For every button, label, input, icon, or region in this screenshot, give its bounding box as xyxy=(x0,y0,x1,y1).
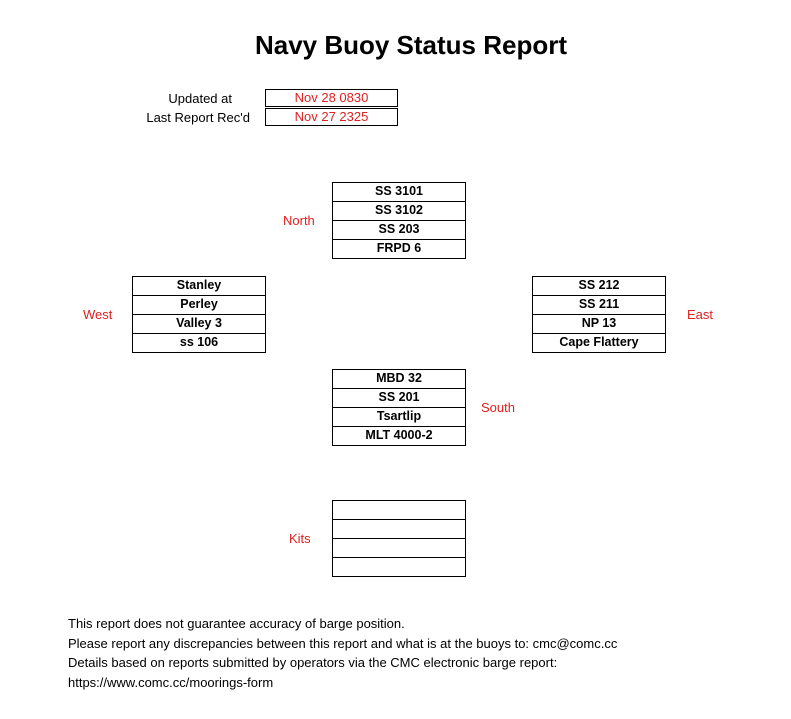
north-buoy-cell: SS 3101 xyxy=(332,183,466,202)
west-buoy-cell: ss 106 xyxy=(132,334,266,353)
kits-cell xyxy=(332,520,466,539)
west-buoy-cell: Valley 3 xyxy=(132,315,266,334)
north-buoy-cell: SS 203 xyxy=(332,221,466,240)
details-text: Details based on reports submitted by operators via the CMC electronic barge report: xyxy=(68,655,558,670)
kits-cell xyxy=(332,539,466,558)
north-buoy-cell: FRPD 6 xyxy=(332,240,466,259)
moorings-form-link[interactable]: https://www.comc.cc/moorings-form xyxy=(68,674,274,690)
east-buoy-cell: NP 13 xyxy=(532,315,666,334)
north-buoy-table xyxy=(332,182,466,259)
west-buoy-cell: Perley xyxy=(132,296,266,315)
kits-label: Kits xyxy=(289,531,311,546)
east-buoy-cell: SS 212 xyxy=(532,277,666,296)
south-buoy-cell: MBD 32 xyxy=(332,370,466,389)
disclaimer-text: This report does not guarantee accuracy of barge position. xyxy=(68,616,405,631)
north-buoy-cell: SS 3102 xyxy=(332,202,466,221)
west-buoy-table xyxy=(132,276,266,353)
west-buoy-cell: Stanley xyxy=(132,277,266,296)
updated-at-label: Updated at xyxy=(168,91,232,106)
south-label: South xyxy=(481,400,515,415)
east-label: East xyxy=(687,307,714,322)
page-title: Navy Buoy Status Report xyxy=(254,30,568,60)
last-report-label: Last Report Rec'd xyxy=(146,110,250,125)
east-buoy-table xyxy=(532,276,666,353)
kits-cell xyxy=(332,558,466,577)
east-buoy-cell: SS 211 xyxy=(532,296,666,315)
west-label: West xyxy=(83,307,113,322)
south-buoy-cell: SS 201 xyxy=(332,389,466,408)
east-buoy-cell: Cape Flattery xyxy=(532,334,666,353)
south-buoy-table xyxy=(332,369,466,446)
north-label: North xyxy=(283,213,315,228)
report-discrepancy-text: Please report any discrepancies between this report and what is at the buoys to: cmc@comc.cc xyxy=(68,635,618,651)
kits-cell xyxy=(332,501,466,520)
footer-notes xyxy=(68,614,617,692)
last-report-value: Nov 27 2325 xyxy=(265,108,398,126)
updated-at-value: Nov 28 0830 xyxy=(265,89,398,107)
south-buoy-cell: Tsartlip xyxy=(332,408,466,427)
kits-table xyxy=(332,500,466,577)
south-buoy-cell: MLT 4000-2 xyxy=(332,427,466,446)
